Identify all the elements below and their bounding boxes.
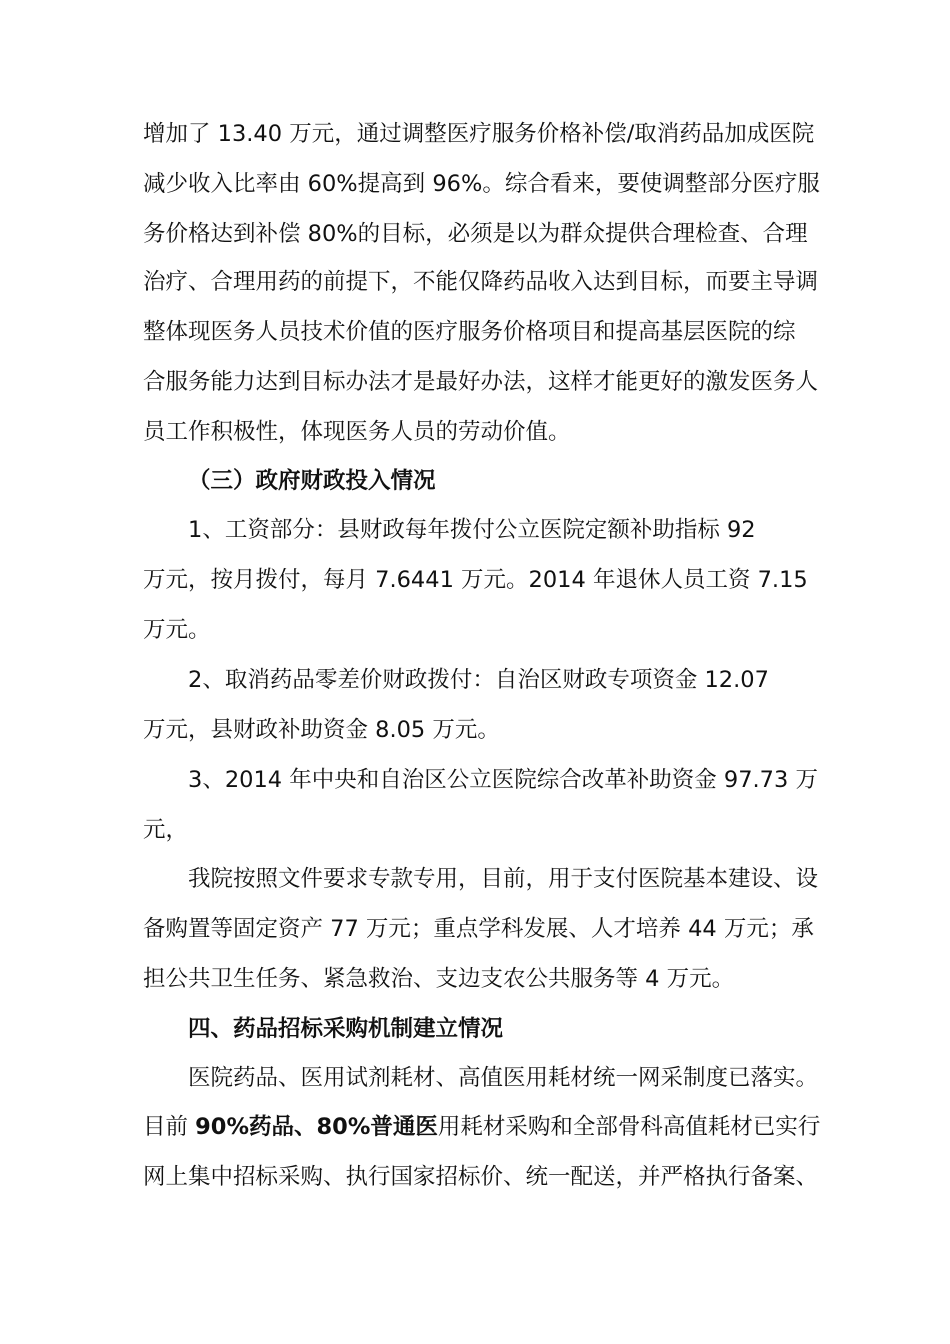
paragraph-line: 我院按照文件要求专款专用，目前，用于支付医院基本建设、设 — [188, 866, 819, 892]
text-run: 目前 — [143, 1114, 196, 1140]
paragraph-line: 网上集中招标采购、执行国家招标价、统一配送，并严格执行备案、 — [143, 1164, 819, 1190]
paragraph-line: 2、取消药品零差价财政拨付：自治区财政专项资金 12.07 — [188, 667, 769, 693]
paragraph-line: 员工作积极性，体现医务人员的劳动价值。 — [143, 419, 571, 445]
paragraph-line: 3、2014 年中央和自治区公立医院综合改革补助资金 97.73 万 — [188, 767, 818, 793]
paragraph-line: 担公共卫生任务、紧急救治、支边支农公共服务等 4 万元。 — [143, 966, 735, 992]
paragraph-line: 增加了 13.40 万元，通过调整医疗服务价格补偿/取消药品加成医院 — [143, 121, 815, 147]
paragraph-line: 万元，按月拨付，每月 7.6441 万元。2014 年退休人员工资 7.15 — [143, 567, 808, 593]
paragraph-line: 整体现医务人员技术价值的医疗服务价格项目和提高基层医院的综 — [143, 319, 796, 345]
paragraph-line: 务价格达到补偿 80%的目标，必须是以为群众提供合理检查、合理 — [143, 221, 808, 247]
paragraph-line: 备购置等固定资产 77 万元；重点学科发展、人才培养 44 万元；承 — [143, 916, 814, 942]
paragraph-line: 1、工资部分：县财政每年拨付公立医院定额补助指标 92 — [188, 517, 756, 543]
text-run: 用耗材采购和全部骨科高值耗材已实行 — [437, 1114, 821, 1140]
paragraph-line: 万元。 — [143, 617, 211, 643]
paragraph-line: 治疗、合理用药的前提下，不能仅降药品收入达到目标，而要主导调 — [143, 269, 819, 295]
paragraph-line: 减少收入比率由 60%提高到 96%。综合看来，要使调整部分医疗服 — [143, 171, 820, 197]
bold-text-run: 90%药品、80%普通医 — [195, 1114, 438, 1140]
paragraph-line: 合服务能力达到目标办法才是最好办法，这样才能更好的激发医务人 — [143, 369, 819, 395]
paragraph-line: 医院药品、医用试剂耗材、高值医用耗材统一网采制度已落实。 — [188, 1065, 819, 1091]
section-heading: （三）政府财政投入情况 — [188, 468, 436, 494]
section-heading: 四、药品招标采购机制建立情况 — [188, 1016, 504, 1042]
paragraph-line: 元， — [143, 817, 189, 843]
paragraph-line-mixed — [143, 1111, 823, 1143]
paragraph-line: 万元，县财政补助资金 8.05 万元。 — [143, 717, 500, 743]
